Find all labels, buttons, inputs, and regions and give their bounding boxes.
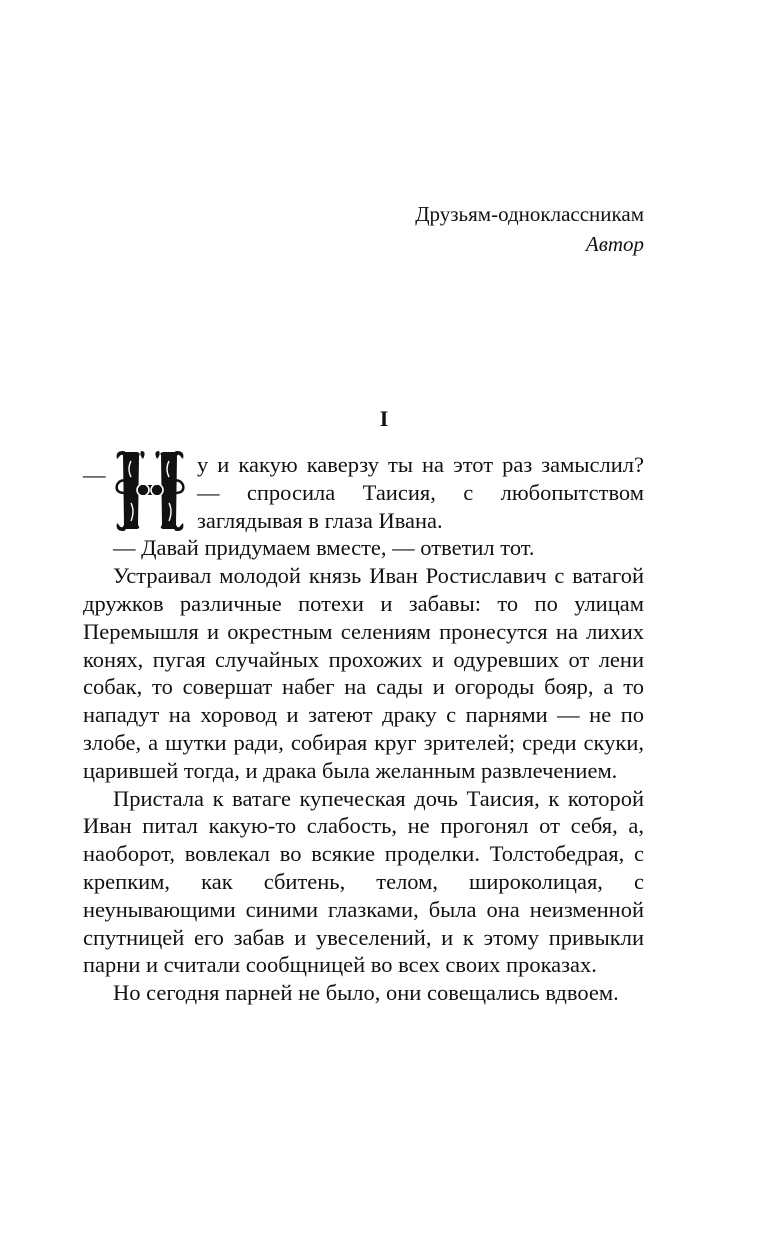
- chapter-text: [83, 451, 644, 1007]
- opening-dash: —: [83, 462, 106, 487]
- paragraph: Пристала к ватаге купеческая дочь Таисия, к которой Иван питал какую-то слабость, не прогонял от себя, а, наоборот, вовлекал во всякие проделки. Толстобедрая, с крепким, как сбитень, телом, широколицая, с неунывающими синими глазками, была она неизменной спутницей его забав и увеселений, и к этому привыкли парни и считали сообщницей во всех своих проказах.: [83, 785, 644, 978]
- dedication-author: Автор: [585, 232, 644, 256]
- dedication-line: Друзьям-одноклассникам: [415, 202, 644, 226]
- paragraph: Устраивал молодой князь Иван Ростиславич с ватагой дружков различные потехи и забавы: то по улицам Перемышля и окрестным селениям пронесутся на лихих конях, пугая случайных прохожих и одуревших от лени собак, то совершат набег на сады и огороды бояр, а то нападут на хоровод и затеют драку с парнями — не по злобе, а шутки ради, собирая круг зрителей; среди скуки, царившей тогда, и драка была желанным развлечением.: [83, 563, 644, 783]
- ornamental-dropcap-icon: [113, 449, 187, 531]
- chapter-number: I: [379, 406, 389, 431]
- dedication: [415, 199, 644, 259]
- paragraph: — Давай придумаем вместе, — ответил тот.: [113, 535, 535, 561]
- paragraph: Но сегодня парней не было, они совещались вдвоем.: [113, 980, 619, 1006]
- opening-paragraph: у и какую каверзу ты на этот раз замыслил? — спросила Таисия, с любопытством заглядывая в глаза Ивана.: [197, 452, 644, 533]
